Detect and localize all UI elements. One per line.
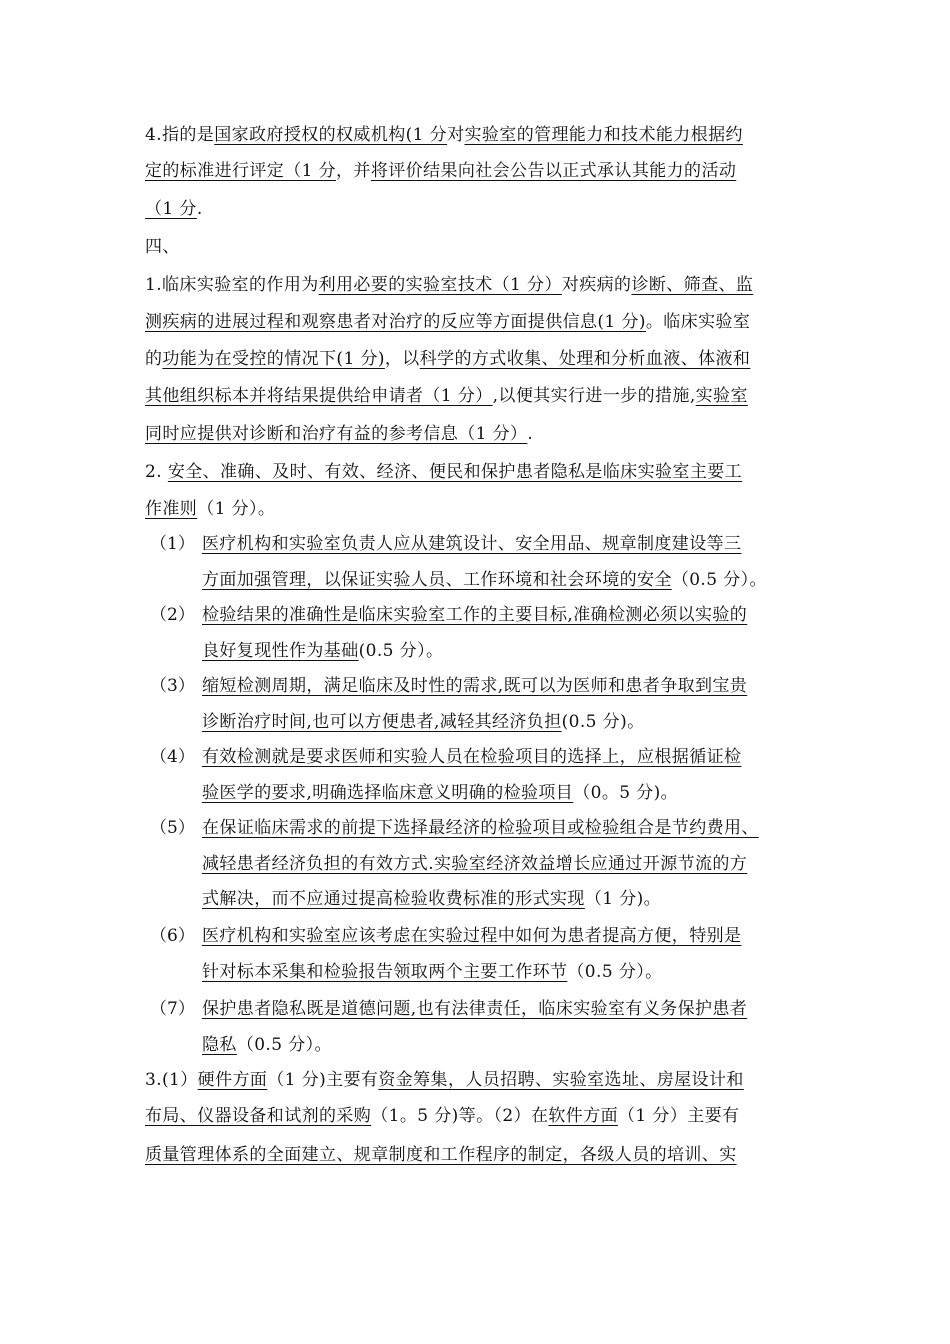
text-line — [145, 124, 743, 146]
text-line — [145, 1144, 737, 1166]
underlined-text: 医疗机构和实验室负责人应从建筑设计、安全用品、规章制度建设等三 — [202, 534, 742, 554]
underlined-text: 隐私 — [202, 1035, 237, 1055]
text-line — [202, 925, 741, 947]
underlined-text: 减轻患者经济负担的有效方式.实验室经济效益增长应通过开源节流的方 — [202, 854, 748, 874]
item-number: （4） — [150, 747, 195, 767]
text-line — [145, 236, 180, 258]
text-segment: 四、 — [145, 237, 180, 257]
text-segment: 的 — [145, 349, 163, 369]
text-segment: (0.5 分)。 — [561, 712, 645, 732]
underlined-text: 验医学的要求,明确选择临床意义明确的检验项目 — [202, 783, 574, 803]
underlined-text: 利用必要的实验室技术（1 分） — [318, 275, 562, 295]
text-segment: . — [196, 199, 203, 219]
text-segment: （1。5 分)等。（2）在 — [371, 1106, 549, 1126]
underlined-text: 良好复现性作为基础 — [202, 641, 359, 661]
underlined-text: 式解决，而不应通过提高检验收费标准的形式实现 — [202, 889, 585, 909]
text-line — [202, 961, 663, 983]
text-line — [202, 533, 741, 555]
text-line — [202, 853, 747, 875]
text-line — [145, 461, 742, 483]
item-number: （7） — [150, 999, 195, 1019]
text-line — [202, 604, 747, 626]
item-number: （5） — [150, 818, 195, 838]
underlined-text: 实验室 — [695, 386, 748, 406]
underlined-text: 诊断治疗时间,也可以方便患者,减轻其经济负担 — [202, 712, 562, 732]
text-segment: （0.5 分）。 — [236, 1035, 332, 1055]
text-line — [145, 348, 750, 370]
text-segment: ，以 — [384, 349, 420, 369]
item-number: （2） — [150, 605, 195, 625]
text-line — [202, 782, 678, 804]
underlined-text: 有效检测就是要求医师和实验人员在检验项目的选择上，应根据循证检 — [202, 747, 742, 767]
text-segment: 对疾病的 — [561, 275, 632, 295]
text-segment: 2. — [145, 462, 168, 482]
underlined-text: 定的标准进行评定（1 分 — [145, 161, 337, 181]
underlined-text: 软件方面 — [548, 1106, 618, 1126]
underlined-text: 硬件方面 — [197, 1070, 268, 1090]
text-line — [145, 198, 203, 220]
underlined-text: 诊断、筛查、监 — [631, 275, 754, 295]
text-segment: 对 — [447, 125, 465, 145]
underlined-text: 实验室的管理能力和技术能力根据约 — [464, 125, 743, 145]
text-segment: （1 分）主要有 — [618, 1106, 740, 1126]
text-line — [145, 160, 736, 182]
underlined-text: 保护患者隐私既是道德问题,也有法律责任，临床实验室有义务保护患者 — [202, 999, 748, 1019]
text-line — [202, 640, 443, 662]
underlined-text: 布局、仪器设备和试剂的采购 — [145, 1106, 372, 1126]
text-line — [202, 675, 747, 697]
text-line — [145, 423, 533, 445]
text-segment: 1.临床实验室的作用为 — [145, 275, 319, 295]
underlined-text: 作准则 — [145, 499, 198, 519]
text-line — [202, 817, 759, 839]
text-segment: （0.5 分）。 — [567, 962, 663, 982]
text-line — [145, 1069, 744, 1091]
text-segment: 3.(1） — [145, 1070, 198, 1090]
text-line — [145, 498, 275, 520]
text-segment: 4.指的是 — [145, 125, 215, 145]
underlined-text: （1 分 — [145, 199, 197, 219]
text-line — [145, 385, 748, 407]
text-line — [145, 311, 750, 333]
underlined-text: 国家政府授权的权威机构(1 分 — [214, 125, 448, 145]
item-number: （1） — [150, 534, 195, 554]
text-line — [145, 274, 753, 296]
text-segment: （0。5 分)。 — [573, 783, 679, 803]
text-line — [202, 569, 767, 591]
text-line — [202, 998, 747, 1020]
underlined-text: 功能为在受控的情况下(1 分) — [162, 349, 385, 369]
text-segment: (0.5 分）。 — [358, 641, 444, 661]
text-line — [202, 1034, 332, 1056]
text-segment: （1 分）。 — [197, 499, 276, 519]
underlined-text: 在保证临床需求的前提下选择最经济的检验项目或检验组合是节约费用、 — [202, 818, 759, 838]
text-line — [202, 888, 661, 910]
text-segment: ,以便其实行进一步的措施, — [492, 386, 696, 406]
underlined-text: 同时应提供对诊断和治疗有益的参考信息（1 分） — [145, 424, 528, 444]
text-segment: （1 分)。 — [584, 889, 662, 909]
text-segment: ，并 — [336, 161, 371, 181]
underlined-text: 科学的方式收集、处理和分析血液、体液和 — [419, 349, 751, 369]
underlined-text: 将评价结果向社会公告以正式承认其能力的活动 — [370, 161, 737, 181]
text-segment: 。临床实验室 — [645, 312, 751, 332]
underlined-text: 资金筹集，人员招聘、实验室选址、房屋设计和 — [378, 1070, 744, 1090]
item-number: （3） — [150, 676, 195, 696]
text-segment: （1 分)主要有 — [267, 1070, 379, 1090]
underlined-text: 方面加强管理，以保证实验人员、工作环境和社会环境的安全 — [202, 570, 672, 590]
underlined-text: 测疾病的进展过程和观察患者对治疗的反应等方面提供信息(1 分) — [145, 312, 646, 332]
text-line — [202, 711, 645, 733]
text-line — [202, 746, 741, 768]
underlined-text: 其他组织标本并将结果提供给申请者（1 分） — [145, 386, 493, 406]
underlined-text: 针对标本采集和检验报告领取两个主要工作环节 — [202, 962, 568, 982]
item-number: （6） — [150, 926, 195, 946]
underlined-text: 检验结果的准确性是临床实验室工作的主要目标,准确检测必须以实验的 — [202, 605, 748, 625]
underlined-text: 安全、准确、及时、有效、经济、便民和保护患者隐私是临床实验室主要工 — [167, 462, 743, 482]
text-line — [145, 1105, 739, 1127]
underlined-text: 缩短检测周期，满足临床及时性的需求,既可以为医师和患者争取到宝贵 — [202, 676, 748, 696]
text-segment: （0.5 分）。 — [671, 570, 767, 590]
underlined-text: 医疗机构和实验室应该考虑在实验过程中如何为患者提高方便，特别是 — [202, 926, 742, 946]
underlined-text: 质量管理体系的全面建立、规章制度和工作程序的制定，各级人员的培训、实 — [145, 1145, 737, 1165]
text-segment: . — [527, 424, 534, 444]
